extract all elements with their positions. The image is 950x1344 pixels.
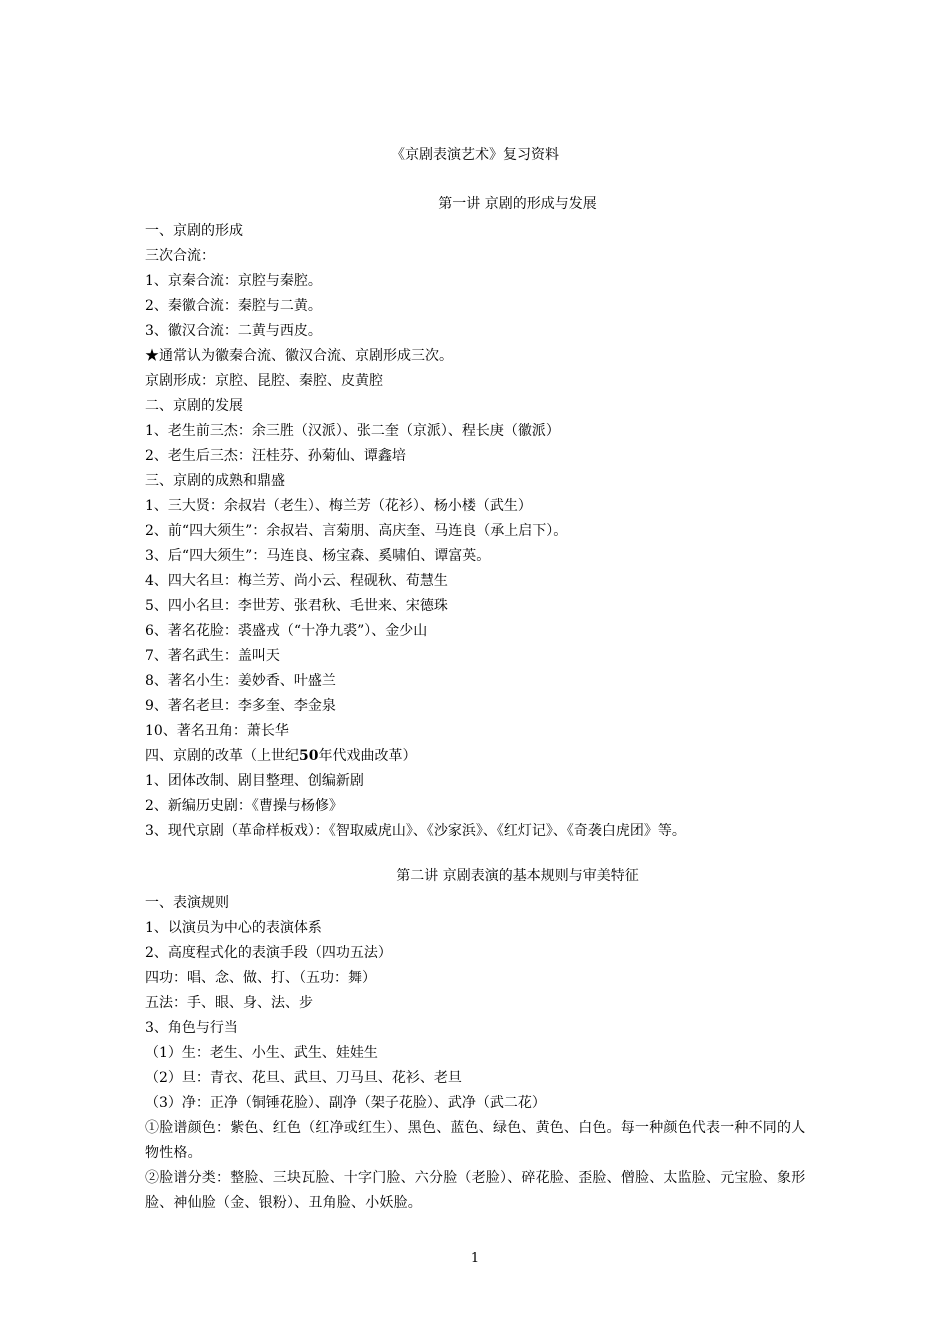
lecture-1-section — [145, 194, 810, 844]
text-line: 一、京剧的形成 — [145, 223, 243, 239]
reform-heading-prefix: 四、京剧的改革（上世纪 — [145, 748, 299, 764]
text-line: 9、著名老旦：李多奎、李金泉 — [145, 698, 336, 714]
lecture-2-heading: 第二讲 京剧表演的基本规则与审美特征 — [396, 868, 639, 884]
text-line: 2、高度程式化的表演手段（四功五法） — [145, 945, 392, 961]
text-line: 1、以演员为中心的表演体系 — [145, 920, 322, 936]
facial-mask-colors-paragraph: ①脸谱颜色：紫色、红色（红净或红生）、黑色、蓝色、绿色、黄色、白色。每一种颜色代表一种不同的人物性格。 — [145, 1120, 806, 1161]
text-line: 3、后“四大须生”：马连良、杨宝森、奚啸伯、谭富英。 — [145, 548, 491, 564]
text-line: 三、京剧的成熟和鼎盛 — [145, 473, 285, 489]
text-line: 7、著名武生：盖叫天 — [145, 648, 280, 664]
text-line: 2、老生后三杰：汪桂芬、孙菊仙、谭鑫培 — [145, 448, 406, 464]
lecture-2-section — [145, 866, 810, 1216]
text-line: （3）净：正净（铜锤花脸）、副净（架子花脸）、武净（武二花） — [145, 1095, 546, 1111]
document-title: 《京剧表演艺术》复习资料 — [391, 147, 559, 163]
reform-heading-number: 50 — [299, 748, 319, 764]
facial-mask-types-paragraph: ②脸谱分类：整脸、三块瓦脸、十字门脸、六分脸（老脸）、碎花脸、歪脸、僧脸、太监脸、元宝脸、象形脸、神仙脸（金、银粉）、丑角脸、小妖脸。 — [145, 1170, 806, 1211]
reform-heading-line — [145, 744, 810, 769]
text-line: 四功：唱、念、做、打、（五功：舞） — [145, 970, 376, 986]
text-line: （2）旦：青衣、花旦、武旦、刀马旦、花衫、老旦 — [145, 1070, 462, 1086]
text-line: 1、团体改制、剧目整理、创编新剧 — [145, 773, 364, 789]
text-line: 2、新编历史剧：《曹操与杨修》 — [145, 798, 343, 814]
text-line: （1）生：老生、小生、武生、娃娃生 — [145, 1045, 378, 1061]
text-line: 二、京剧的发展 — [145, 398, 243, 414]
text-line: 3、角色与行当 — [145, 1020, 238, 1036]
text-line: 5、四小名旦：李世芳、张君秋、毛世来、宋德珠 — [145, 598, 448, 614]
text-line: 1、老生前三杰：余三胜（汉派）、张二奎（京派）、程长庚（徽派） — [145, 423, 560, 439]
text-line: 一、表演规则 — [145, 895, 229, 911]
text-line: 2、秦徽合流：秦腔与二黄。 — [145, 298, 322, 314]
text-line: 京剧形成：京腔、昆腔、秦腔、皮黄腔 — [145, 373, 383, 389]
text-line: 6、著名花脸：裘盛戎（“十净九裘”）、金少山 — [145, 623, 428, 639]
text-line: 10、著名丑角：萧长华 — [145, 723, 289, 739]
text-line: 五法：手、眼、身、法、步 — [145, 995, 313, 1011]
text-line: 3、徽汉合流：二黄与西皮。 — [145, 323, 322, 339]
text-line: 1、三大贤：余叔岩（老生）、梅兰芳（花衫）、杨小楼（武生） — [145, 498, 532, 514]
text-line: 2、前“四大须生”：余叔岩、言菊朋、高庆奎、马连良（承上启下）。 — [145, 523, 568, 539]
text-line: 3、现代京剧（革命样板戏）：《智取威虎山》、《沙家浜》、《红灯记》、《奇袭白虎团》等。 — [145, 823, 686, 839]
text-line: 1、京秦合流：京腔与秦腔。 — [145, 273, 322, 289]
text-line: 4、四大名旦：梅兰芳、尚小云、程砚秋、荀慧生 — [145, 573, 448, 589]
lecture-1-heading: 第一讲 京剧的形成与发展 — [438, 196, 597, 212]
text-line: 8、著名小生：姜妙香、叶盛兰 — [145, 673, 336, 689]
page-number: 1 — [470, 1251, 480, 1266]
reform-heading-suffix: 年代戏曲改革） — [318, 748, 417, 764]
text-line: 三次合流： — [145, 248, 215, 264]
text-line: ★通常认为徽秦合流、徽汉合流、京剧形成三次。 — [145, 348, 453, 364]
